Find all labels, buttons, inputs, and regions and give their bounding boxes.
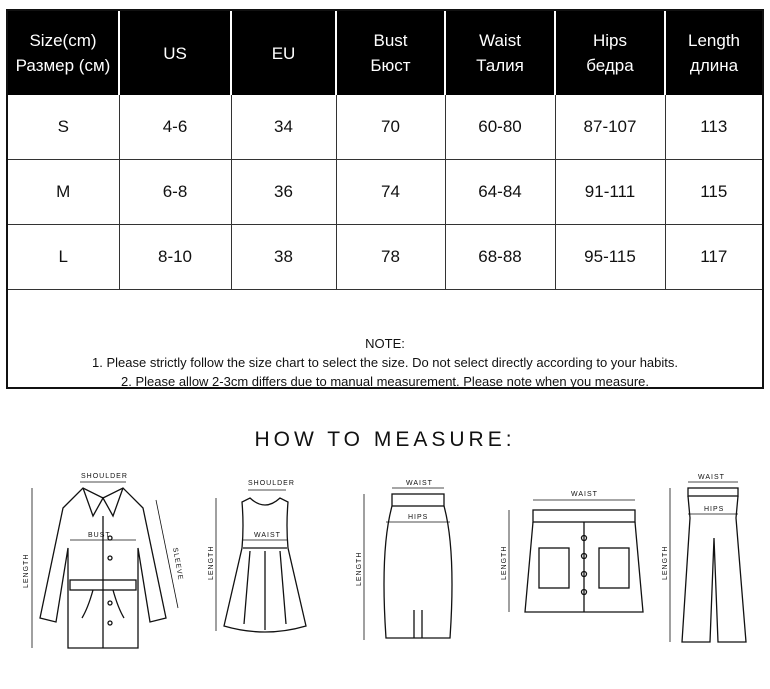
waist-label: WAIST <box>698 474 725 481</box>
pants-icon <box>658 474 763 654</box>
length-label: LENGTH <box>208 545 215 580</box>
cell-eu: 36 <box>231 160 336 225</box>
cell-us: 4-6 <box>119 95 231 160</box>
cell-bust: 78 <box>336 225 445 290</box>
note-title: NOTE: <box>365 336 405 351</box>
table-header-row <box>8 11 762 95</box>
cell-eu: 38 <box>231 225 336 290</box>
length-label: LENGTH <box>23 553 30 588</box>
cell-size: M <box>8 160 119 225</box>
shorts-icon <box>495 484 645 634</box>
header-bust: Bust Бюст <box>336 11 445 95</box>
cell-hips: 91-111 <box>555 160 665 225</box>
header-eu: EU <box>231 11 336 95</box>
cell-size: L <box>8 225 119 290</box>
bust-label: BUST <box>88 532 111 539</box>
hips-label: HIPS <box>704 506 725 513</box>
coat-icon <box>18 468 188 658</box>
dress-icon <box>208 476 323 646</box>
table-row <box>8 95 762 160</box>
length-label: LENGTH <box>356 551 363 586</box>
cell-hips: 87-107 <box>555 95 665 160</box>
cell-waist: 64-84 <box>445 160 555 225</box>
table-row <box>8 160 762 225</box>
cell-bust: 70 <box>336 95 445 160</box>
skirt-icon <box>350 480 460 650</box>
cell-us: 8-10 <box>119 225 231 290</box>
cell-length: 113 <box>665 95 762 160</box>
cell-size: S <box>8 95 119 160</box>
cell-eu: 34 <box>231 95 336 160</box>
header-waist: Waist Талия <box>445 11 555 95</box>
note-line-1: 1. Please strictly follow the size chart to select the size. Do not select directly according to your habits. <box>92 355 678 370</box>
table-row <box>8 225 762 290</box>
length-label: LENGTH <box>662 545 669 580</box>
waist-label: WAIST <box>571 491 598 498</box>
cell-bust: 74 <box>336 160 445 225</box>
size-note <box>8 290 762 391</box>
note-line-2: 2. Please allow 2-3cm differs due to manual measurement. Please note when you measure. <box>121 374 649 389</box>
shoulder-label: SHOULDER <box>81 473 128 480</box>
header-hips: Hips бедра <box>555 11 665 95</box>
cell-us: 6-8 <box>119 160 231 225</box>
header-length: Length длина <box>665 11 762 95</box>
how-to-measure-title: HOW TO MEASURE: <box>254 428 516 451</box>
waist-label: WAIST <box>254 532 281 539</box>
hips-label: HIPS <box>408 514 429 521</box>
length-label: LENGTH <box>501 545 508 580</box>
cell-length: 117 <box>665 225 762 290</box>
cell-hips: 95-115 <box>555 225 665 290</box>
size-chart-table <box>6 9 764 389</box>
cell-waist: 68-88 <box>445 225 555 290</box>
shoulder-label: SHOULDER <box>248 480 295 487</box>
waist-label: WAIST <box>406 480 433 487</box>
sleeve-label: SLEEVE <box>171 547 184 582</box>
cell-length: 115 <box>665 160 762 225</box>
measure-figures <box>0 468 770 678</box>
header-us: US <box>119 11 231 95</box>
cell-waist: 60-80 <box>445 95 555 160</box>
header-size: Size(cm) Размер (см) <box>8 11 119 95</box>
